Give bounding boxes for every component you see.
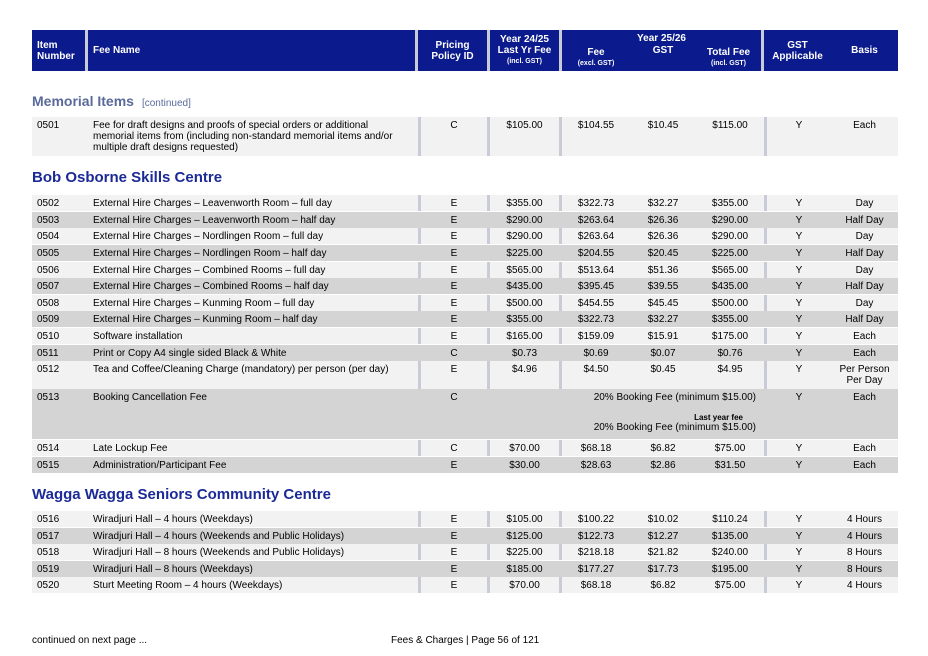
- table-row: [32, 228, 898, 244]
- section-title-memorial-text: Memorial Items: [32, 93, 134, 109]
- pricing-policy: E: [418, 511, 490, 527]
- fee-excl-gst: $100.22: [577, 514, 615, 525]
- table-row: [32, 361, 898, 389]
- total-fee: $355.00: [711, 314, 749, 325]
- header-total-incl-gst: (incl. GST): [711, 60, 746, 67]
- total-fee: $75.00: [714, 443, 746, 454]
- section-title-wagga-seniors: Wagga Wagga Seniors Community Centre: [32, 486, 331, 503]
- basis: 4 Hours: [846, 580, 882, 591]
- pricing-policy: E: [418, 228, 490, 244]
- pricing-policy: E: [450, 531, 458, 542]
- last-year-fee: $105.00: [490, 511, 562, 527]
- total-fee: $290.00: [711, 231, 749, 242]
- fee-excl-gst: $68.18: [580, 443, 612, 454]
- header-total-fee: [696, 45, 761, 71]
- gst-applicable: Y: [764, 228, 831, 244]
- header-gst: GST: [652, 45, 674, 56]
- header-fee: [562, 45, 630, 71]
- total-fee: $500.00: [711, 298, 749, 309]
- gst-applicable: Y: [795, 281, 803, 292]
- fee-name: Administration/Participant Fee: [93, 460, 227, 471]
- item-number: 0507: [37, 281, 60, 292]
- item-number: 0505: [37, 248, 60, 259]
- gst-applicable: Y: [795, 460, 803, 471]
- gst-applicable: Y: [764, 361, 831, 389]
- item-number: 0517: [37, 531, 60, 542]
- basis: Day: [855, 265, 874, 276]
- fee-excl-gst: $204.55: [577, 248, 615, 259]
- gst-amount: $21.82: [647, 547, 679, 558]
- fee-name: Wiradjuri Hall – 8 hours (Weekdays): [93, 564, 253, 575]
- gst-applicable: Y: [764, 262, 831, 278]
- gst-amount: $6.82: [650, 443, 676, 454]
- fee-excl-gst: $395.45: [577, 281, 615, 292]
- fee-excl-gst: $218.18: [577, 547, 615, 558]
- total-fee: $0.76: [717, 348, 743, 359]
- gst-applicable: Y: [795, 392, 803, 403]
- fee-excl-gst: $454.55: [577, 298, 615, 309]
- pricing-policy: E: [418, 544, 490, 560]
- gst-applicable: Y: [795, 531, 803, 542]
- fee-name: External Hire Charges – Kunming Room – half day: [93, 314, 318, 325]
- total-fee: $135.00: [711, 531, 749, 542]
- footer-continued: continued on next page ...: [32, 635, 148, 646]
- basis: 8 Hours: [846, 547, 882, 558]
- pricing-policy: C: [418, 117, 490, 156]
- fee-name: External Hire Charges – Kunming Room – full day: [93, 298, 315, 309]
- gst-amount: $0.07: [650, 348, 676, 359]
- pricing-policy: C: [450, 392, 458, 403]
- gst-applicable: Y: [764, 544, 831, 560]
- header-last-yr-fee: Last Yr Fee: [497, 45, 552, 56]
- last-year-fee: $70.00: [490, 440, 562, 456]
- fee-excl-gst: $159.09: [577, 331, 615, 342]
- total-fee: $225.00: [711, 248, 749, 259]
- total-fee: $355.00: [711, 198, 749, 209]
- last-year-fee: $105.00: [490, 117, 562, 156]
- header-excl-gst: (excl. GST): [577, 60, 615, 67]
- last-year-fee: $125.00: [506, 531, 543, 542]
- total-fee: $175.00: [711, 331, 749, 342]
- pricing-policy: E: [418, 295, 490, 311]
- last-year-fee: $290.00: [506, 215, 543, 226]
- booking-fee-details: [490, 389, 764, 439]
- fee-name: Print or Copy A4 single sided Black & White: [93, 348, 287, 359]
- basis: Day: [855, 231, 874, 242]
- fee-name: Booking Cancellation Fee: [93, 392, 207, 403]
- last-year-fee: $290.00: [490, 228, 562, 244]
- table-row: [32, 278, 898, 294]
- item-number: 0506: [37, 265, 60, 276]
- total-fee: $75.00: [714, 580, 746, 591]
- header-year-2526-group: [562, 30, 764, 71]
- basis: Day: [855, 198, 874, 209]
- basis: Each: [853, 392, 876, 403]
- table-row: [32, 245, 898, 261]
- basis: Half Day: [845, 248, 884, 259]
- item-number: 0508: [37, 298, 60, 309]
- gst-amount: $32.27: [647, 314, 679, 325]
- header-fee-name: Fee Name: [88, 30, 418, 71]
- gst-amount: $20.45: [647, 248, 679, 259]
- total-fee: $290.00: [711, 215, 749, 226]
- item-number: 0514: [37, 443, 60, 454]
- table-row: [32, 345, 898, 361]
- gst-applicable: Y: [764, 440, 831, 456]
- last-year-fee: $30.00: [509, 460, 540, 471]
- fee-excl-gst: $513.64: [577, 265, 615, 276]
- fee-excl-gst: $0.69: [583, 348, 609, 359]
- basis: Half Day: [845, 215, 884, 226]
- gst-amount: $10.45: [647, 120, 679, 131]
- fee-name: Tea and Coffee/Cleaning Charge (mandatory) per person (per day): [93, 364, 389, 375]
- fee-name: Sturt Meeting Room – 4 hours (Weekdays): [93, 580, 283, 591]
- total-fee: $110.24: [712, 514, 748, 525]
- pricing-policy: E: [450, 281, 458, 292]
- pricing-policy: E: [450, 564, 458, 575]
- gst-amount: $12.27: [647, 531, 679, 542]
- table-row: [32, 195, 898, 211]
- gst-applicable: Y: [764, 328, 831, 344]
- total-fee: $195.00: [711, 564, 749, 575]
- basis: Each: [853, 460, 876, 471]
- total-fee: $31.50: [714, 460, 746, 471]
- item-number: 0503: [37, 215, 60, 226]
- last-year-fee: $435.00: [506, 281, 543, 292]
- basis: Each: [853, 443, 876, 454]
- gst-amount: $17.73: [647, 564, 679, 575]
- gst-amount: $10.02: [647, 514, 679, 525]
- fee-excl-gst: $68.18: [580, 580, 612, 591]
- item-number: 0516: [37, 514, 60, 525]
- gst-amount: $45.45: [647, 298, 679, 309]
- current-booking-fee: 20% Booking Fee (minimum $15.00): [593, 392, 756, 403]
- fee-excl-gst: $322.73: [577, 198, 615, 209]
- pricing-policy: E: [418, 195, 490, 211]
- gst-applicable: Y: [764, 511, 831, 527]
- fee-excl-gst: $263.64: [577, 215, 615, 226]
- fee-name: Wiradjuri Hall – 4 hours (Weekdays): [93, 514, 253, 525]
- total-fee: $4.95: [717, 364, 743, 375]
- item-number: 0511: [37, 348, 59, 359]
- item-number: 0520: [37, 580, 60, 591]
- gst-amount: $32.27: [647, 198, 679, 209]
- last-year-fee: $225.00: [490, 544, 562, 560]
- last-year-fee: $70.00: [490, 577, 562, 593]
- last-year-fee: $4.96: [490, 361, 562, 389]
- table-row: [32, 117, 898, 156]
- header-fee-label: Fee: [587, 47, 605, 58]
- item-number: 0519: [37, 564, 60, 575]
- last-year-fee: $0.73: [511, 348, 538, 359]
- item-number: 0501: [37, 120, 60, 131]
- pricing-policy: E: [418, 361, 490, 389]
- item-number: 0518: [37, 547, 60, 558]
- footer-page-info: Fees & Charges | Page 56 of 121: [391, 635, 540, 646]
- gst-applicable: Y: [795, 314, 803, 325]
- total-fee: $565.00: [711, 265, 749, 276]
- basis: 8 Hours: [846, 564, 882, 575]
- item-number: 0510: [37, 331, 60, 342]
- fee-name: Wiradjuri Hall – 4 hours (Weekends and Public Holidays): [93, 531, 345, 542]
- fee-name: External Hire Charges – Combined Rooms – half day: [93, 281, 329, 292]
- basis: Day: [855, 298, 874, 309]
- pricing-policy: E: [450, 248, 458, 259]
- pricing-policy: E: [418, 262, 490, 278]
- item-number: 0513: [37, 392, 60, 403]
- fee-excl-gst: $4.50: [583, 364, 609, 375]
- gst-amount: $6.82: [650, 580, 676, 591]
- gst-amount: $26.36: [647, 231, 679, 242]
- fee-name: Wiradjuri Hall – 8 hours (Weekends and Public Holidays): [93, 547, 345, 558]
- table-row: [32, 212, 898, 228]
- header-year-2425: [490, 30, 562, 71]
- fee-excl-gst: $28.63: [580, 460, 612, 471]
- basis: Half Day: [845, 281, 884, 292]
- table-row: [32, 528, 898, 544]
- item-number: 0512: [37, 364, 60, 375]
- last-year-fee: $355.00: [490, 195, 562, 211]
- table-row: [32, 561, 898, 577]
- last-year-fee: $185.00: [506, 564, 543, 575]
- fee-name: External Hire Charges – Nordlingen Room – full day: [93, 231, 324, 242]
- gst-applicable: Y: [764, 577, 831, 593]
- basis: 4 Hours: [846, 514, 882, 525]
- fee-excl-gst: $177.27: [577, 564, 615, 575]
- basis: 4 Hours: [846, 531, 882, 542]
- gst-applicable: Y: [764, 195, 831, 211]
- pricing-policy: E: [450, 314, 458, 325]
- item-number: 0509: [37, 314, 60, 325]
- header-item-number: Item Number: [32, 30, 88, 71]
- gst-applicable: Y: [795, 564, 803, 575]
- gst-amount: $26.36: [647, 215, 679, 226]
- table-header: [32, 30, 898, 71]
- pricing-policy: E: [450, 460, 458, 471]
- fee-name: External Hire Charges – Combined Rooms – full day: [93, 265, 326, 276]
- pricing-policy: C: [450, 348, 458, 359]
- table-row: [32, 311, 898, 327]
- last-year-fee: $225.00: [506, 248, 543, 259]
- fee-name: Late Lockup Fee: [93, 443, 168, 454]
- table-row: [32, 511, 898, 527]
- section-continued-label: [continued]: [141, 98, 191, 109]
- gst-applicable: Y: [795, 348, 803, 359]
- table-row-booking-cancellation: [32, 389, 898, 439]
- header-year-2425-label: Year 24/25: [500, 34, 549, 45]
- table-row: [32, 262, 898, 278]
- header-basis: Basis: [851, 45, 878, 56]
- basis: Each: [853, 120, 876, 131]
- gst-applicable: Y: [764, 117, 831, 156]
- fee-name: Software installation: [93, 331, 183, 342]
- pricing-policy: E: [418, 577, 490, 593]
- fee-name: External Hire Charges – Leavenworth Room – full day: [93, 198, 333, 209]
- section-title-bob-osborne: Bob Osborne Skills Centre: [32, 169, 223, 186]
- gst-applicable: Y: [795, 215, 803, 226]
- last-year-fee-label: Last year fee: [694, 413, 743, 422]
- total-fee: $435.00: [711, 281, 749, 292]
- gst-applicable: Y: [764, 295, 831, 311]
- item-number: 0515: [37, 460, 60, 471]
- fee-name: Fee for draft designs and proofs of special orders or additional memorial items from (including non-standard memorial items and/or multiple draft designs requested): [93, 120, 393, 153]
- gst-amount: $15.91: [647, 331, 679, 342]
- fee-excl-gst: $122.73: [577, 531, 615, 542]
- last-year-fee: $565.00: [490, 262, 562, 278]
- total-fee: $240.00: [711, 547, 749, 558]
- table-row: [32, 295, 898, 311]
- header-gst-applicable: GST Applicable: [772, 39, 823, 62]
- basis: Half Day: [845, 314, 884, 325]
- table-row: [32, 544, 898, 560]
- item-number: 0504: [37, 231, 60, 242]
- fee-excl-gst: $322.73: [577, 314, 615, 325]
- gst-amount: $51.36: [647, 265, 679, 276]
- gst-amount: $2.86: [650, 460, 676, 471]
- section-title-memorial: [32, 93, 191, 109]
- header-incl-gst: (incl. GST): [507, 58, 542, 65]
- total-fee: $115.00: [712, 120, 748, 131]
- header-year-2526: Year 25/26: [637, 33, 686, 44]
- basis: Each: [853, 331, 876, 342]
- table-row: [32, 440, 898, 456]
- table-row: [32, 577, 898, 593]
- pricing-policy: C: [418, 440, 490, 456]
- table-row: [32, 328, 898, 344]
- last-year-fee: $355.00: [506, 314, 543, 325]
- gst-amount: $0.45: [650, 364, 676, 375]
- fee-excl-gst: $104.55: [577, 120, 615, 131]
- header-pricing-policy: Pricing Policy ID: [418, 30, 490, 71]
- pricing-policy: E: [450, 215, 458, 226]
- item-number: 0502: [37, 198, 60, 209]
- fee-name: External Hire Charges – Leavenworth Room – half day: [93, 215, 336, 226]
- last-year-fee: $165.00: [490, 328, 562, 344]
- gst-applicable: Y: [795, 248, 803, 259]
- fee-name: External Hire Charges – Nordlingen Room – half day: [93, 248, 327, 259]
- table-row: [32, 457, 898, 473]
- gst-amount: $39.55: [647, 281, 679, 292]
- header-total-fee-label: Total Fee: [706, 47, 751, 58]
- last-year-fee: $500.00: [490, 295, 562, 311]
- pricing-policy: E: [418, 328, 490, 344]
- basis: Per Person Per Day: [839, 364, 890, 386]
- fee-excl-gst: $263.64: [577, 231, 615, 242]
- last-year-booking-fee: 20% Booking Fee (minimum $15.00): [593, 422, 756, 433]
- basis: Each: [853, 348, 876, 359]
